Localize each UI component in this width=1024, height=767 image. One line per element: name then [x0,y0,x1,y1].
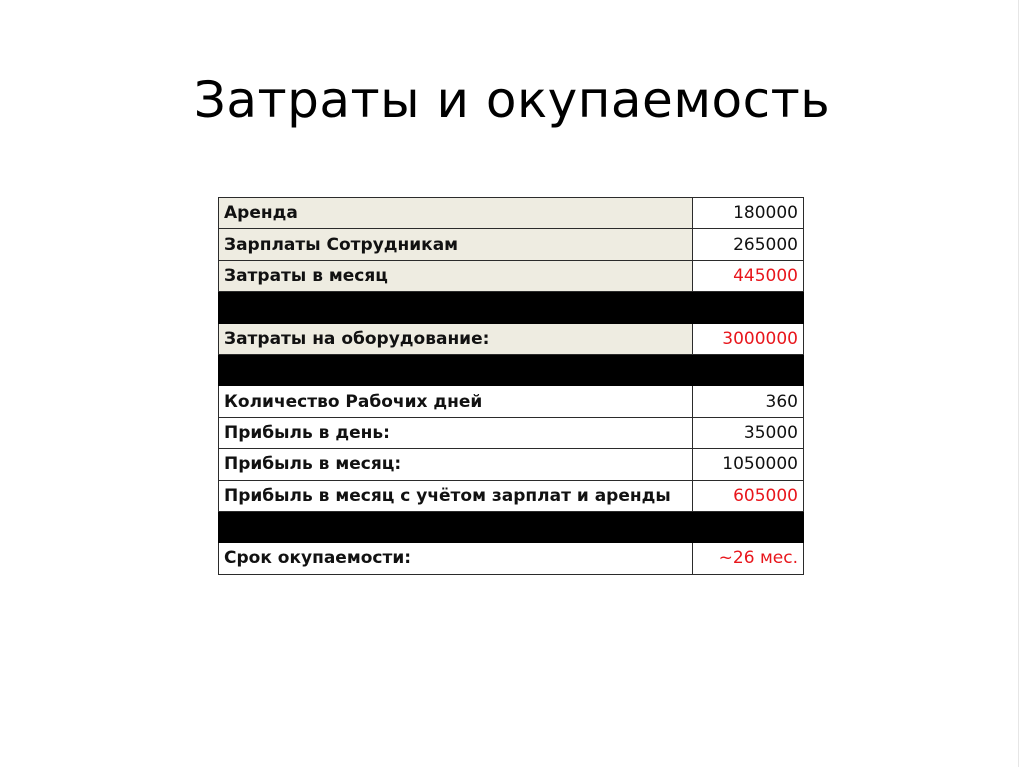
table-row [219,449,804,480]
row-value: 605000 [693,480,804,511]
row-value: 1050000 [693,449,804,480]
row-label: Зарплаты Сотрудникам [219,229,693,260]
row-label: Затраты на оборудование: [219,323,693,354]
table-row [219,229,804,260]
table-row [219,323,804,354]
row-label: Срок окупаемости: [219,543,693,574]
separator-cell [693,292,804,323]
table-row [219,543,804,574]
row-label: Затраты в месяц [219,260,693,291]
row-label: Прибыль в месяц с учётом зарплат и аренды [219,480,693,511]
row-value: 445000 [693,260,804,291]
row-value: ~26 мес. [693,543,804,574]
row-label: Аренда [219,198,693,229]
table-row [219,480,804,511]
row-value: 180000 [693,198,804,229]
table-row [219,198,804,229]
table-row [219,417,804,448]
separator-row [219,354,804,385]
row-value: 265000 [693,229,804,260]
row-value: 3000000 [693,323,804,354]
row-label: Прибыль в месяц: [219,449,693,480]
table-body [219,198,804,575]
cost-payback-table [218,197,804,575]
slide-title: Затраты и окупаемость [193,71,831,129]
separator-row [219,511,804,542]
separator-cell [219,511,693,542]
separator-cell [219,292,693,323]
separator-cell [219,354,693,385]
row-label: Количество Рабочих дней [219,386,693,417]
table-row [219,260,804,291]
row-value: 35000 [693,417,804,448]
separator-cell [693,511,804,542]
row-label: Прибыль в день: [219,417,693,448]
row-value: 360 [693,386,804,417]
separator-row [219,292,804,323]
table-row [219,386,804,417]
separator-cell [693,354,804,385]
